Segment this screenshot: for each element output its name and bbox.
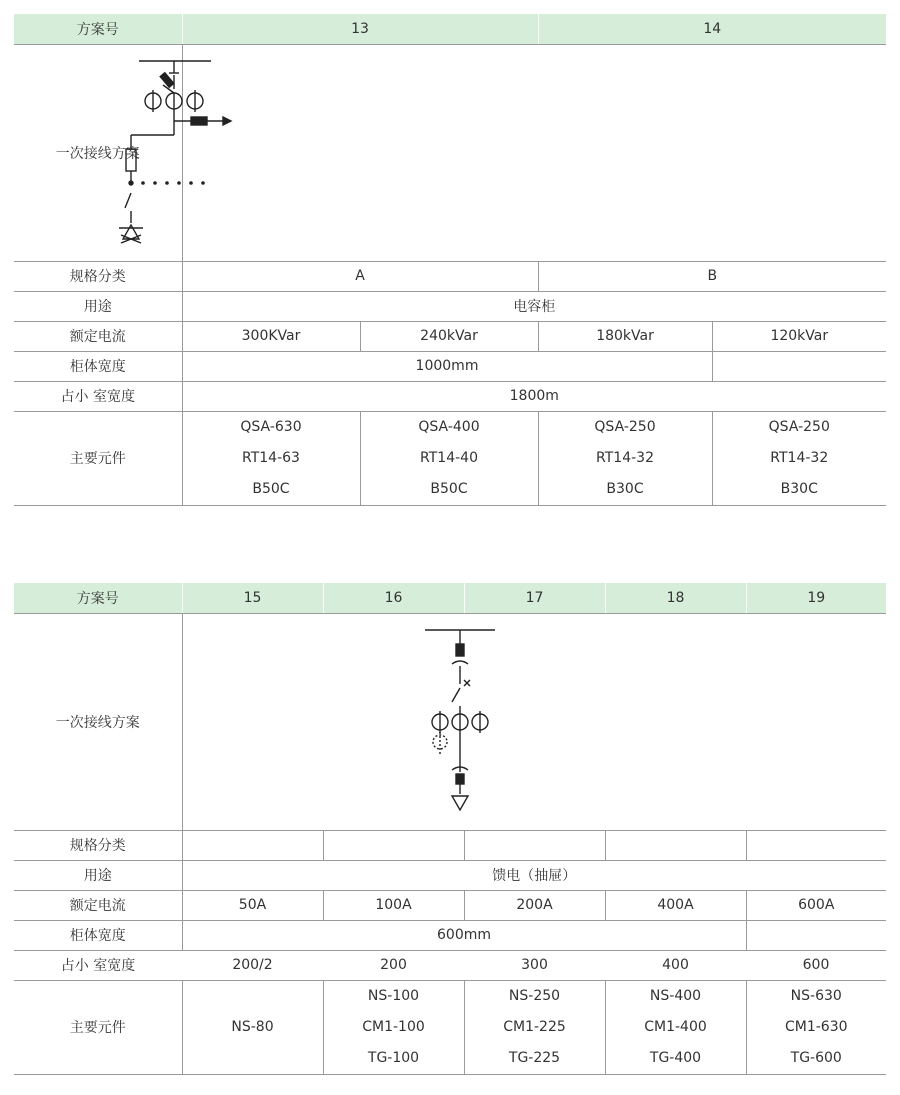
room-row [14, 381, 886, 411]
component-item: TG-600 [790, 1049, 842, 1066]
component-item: NS-100 [367, 987, 420, 1004]
current-value: 240kVar [360, 321, 538, 351]
spec-row [14, 261, 886, 291]
width-label: 柜体宽度 [14, 920, 182, 950]
room-label: 占小 室宽度 [14, 950, 182, 980]
use-value: 电容柜 [182, 291, 886, 321]
components-label: 主要元件 [14, 980, 182, 1074]
width-empty [712, 351, 886, 381]
spec-empty [323, 830, 464, 860]
width-value: 1000mm [182, 351, 712, 381]
component-item: RT14-40 [420, 449, 478, 466]
components-cell [605, 980, 746, 1074]
component-item: NS-630 [790, 987, 842, 1004]
width-value: 600mm [182, 920, 746, 950]
component-item: RT14-32 [596, 449, 654, 466]
current-value: 100A [323, 890, 464, 920]
component-item: B30C [780, 480, 818, 497]
scheme-18: 18 [605, 583, 746, 613]
scheme-row [14, 583, 886, 613]
spec-table-feeder [14, 583, 886, 1075]
use-value: 馈电（抽屉） [182, 860, 886, 890]
component-item: QSA-250 [594, 418, 656, 435]
scheme-16: 16 [323, 583, 464, 613]
spec-row [14, 830, 886, 860]
scheme-17: 17 [464, 583, 605, 613]
components-row [14, 980, 886, 1074]
room-value: 200 [323, 950, 464, 980]
current-value: 400A [605, 890, 746, 920]
components-cell [464, 980, 605, 1074]
current-value: 180kVar [538, 321, 712, 351]
components-cell [182, 411, 360, 505]
current-value: 600A [746, 890, 886, 920]
component-item: B30C [606, 480, 644, 497]
components-label: 主要元件 [14, 411, 182, 505]
component-item: CM1-630 [784, 1018, 848, 1035]
use-label: 用途 [14, 291, 182, 321]
component-item: QSA-250 [768, 418, 830, 435]
component-item: CM1-225 [503, 1018, 566, 1035]
current-label: 额定电流 [14, 321, 182, 351]
use-row [14, 291, 886, 321]
component-item: TG-400 [649, 1049, 702, 1066]
component-item: RT14-32 [770, 449, 829, 466]
spec-a: A [182, 261, 538, 291]
component-item: NS-250 [508, 987, 561, 1004]
feeder-wiring-diagram [400, 622, 520, 822]
components-cell: NS-80 [182, 980, 323, 1074]
scheme-row [14, 14, 886, 44]
current-row [14, 321, 886, 351]
spec-b: B [538, 261, 886, 291]
scheme-label: 方案号 [14, 583, 182, 613]
room-value: 400 [605, 950, 746, 980]
capacitor-wiring-diagram [101, 53, 281, 253]
scheme-19: 19 [746, 583, 886, 613]
component-item: QSA-630 [240, 418, 302, 435]
scheme-14: 14 [538, 14, 886, 44]
component-item: NS-400 [649, 987, 702, 1004]
components-cell [323, 980, 464, 1074]
scheme-15: 15 [182, 583, 323, 613]
spec-empty [182, 830, 323, 860]
current-value: 120kVar [712, 321, 886, 351]
wiring-row [14, 44, 886, 261]
components-row [14, 411, 886, 505]
room-value: 300 [464, 950, 605, 980]
current-value: 300KVar [182, 321, 360, 351]
width-label: 柜体宽度 [14, 351, 182, 381]
use-label: 用途 [14, 860, 182, 890]
component-item: RT14-63 [242, 449, 300, 466]
current-value: 50A [182, 890, 323, 920]
width-row [14, 351, 886, 381]
component-item: TG-225 [508, 1049, 561, 1066]
current-value: 200A [464, 890, 605, 920]
spec-empty [605, 830, 746, 860]
spec-empty [464, 830, 605, 860]
room-value: 1800m [182, 381, 886, 411]
components-cell [712, 411, 886, 505]
component-item: CM1-100 [362, 1018, 425, 1035]
scheme-label: 方案号 [14, 14, 182, 44]
components-cell [538, 411, 712, 505]
spec-label: 规格分类 [14, 830, 182, 860]
component-item: B50C [252, 480, 290, 497]
current-row [14, 890, 886, 920]
wiring-label: 一次接线方案 [14, 44, 182, 261]
components-cell [746, 980, 886, 1074]
width-row [14, 920, 886, 950]
component-item: B50C [430, 480, 468, 497]
components-cell [360, 411, 538, 505]
room-row [14, 950, 886, 980]
room-value: 200/2 [182, 950, 323, 980]
component-item: CM1-400 [644, 1018, 707, 1035]
room-value: 600 [746, 950, 886, 980]
spec-table-capacitor [14, 14, 886, 506]
wiring-row [14, 613, 886, 830]
wiring-label: 一次接线方案 [14, 613, 182, 830]
spec-empty [746, 830, 886, 860]
wiring-diagram-cell [182, 44, 886, 261]
width-empty [746, 920, 886, 950]
component-item: QSA-400 [418, 418, 480, 435]
scheme-13: 13 [182, 14, 538, 44]
current-label: 额定电流 [14, 890, 182, 920]
room-label: 占小 室宽度 [14, 381, 182, 411]
spec-label: 规格分类 [14, 261, 182, 291]
component-item: TG-100 [367, 1049, 420, 1066]
wiring-diagram-cell [182, 613, 886, 830]
use-row [14, 860, 886, 890]
